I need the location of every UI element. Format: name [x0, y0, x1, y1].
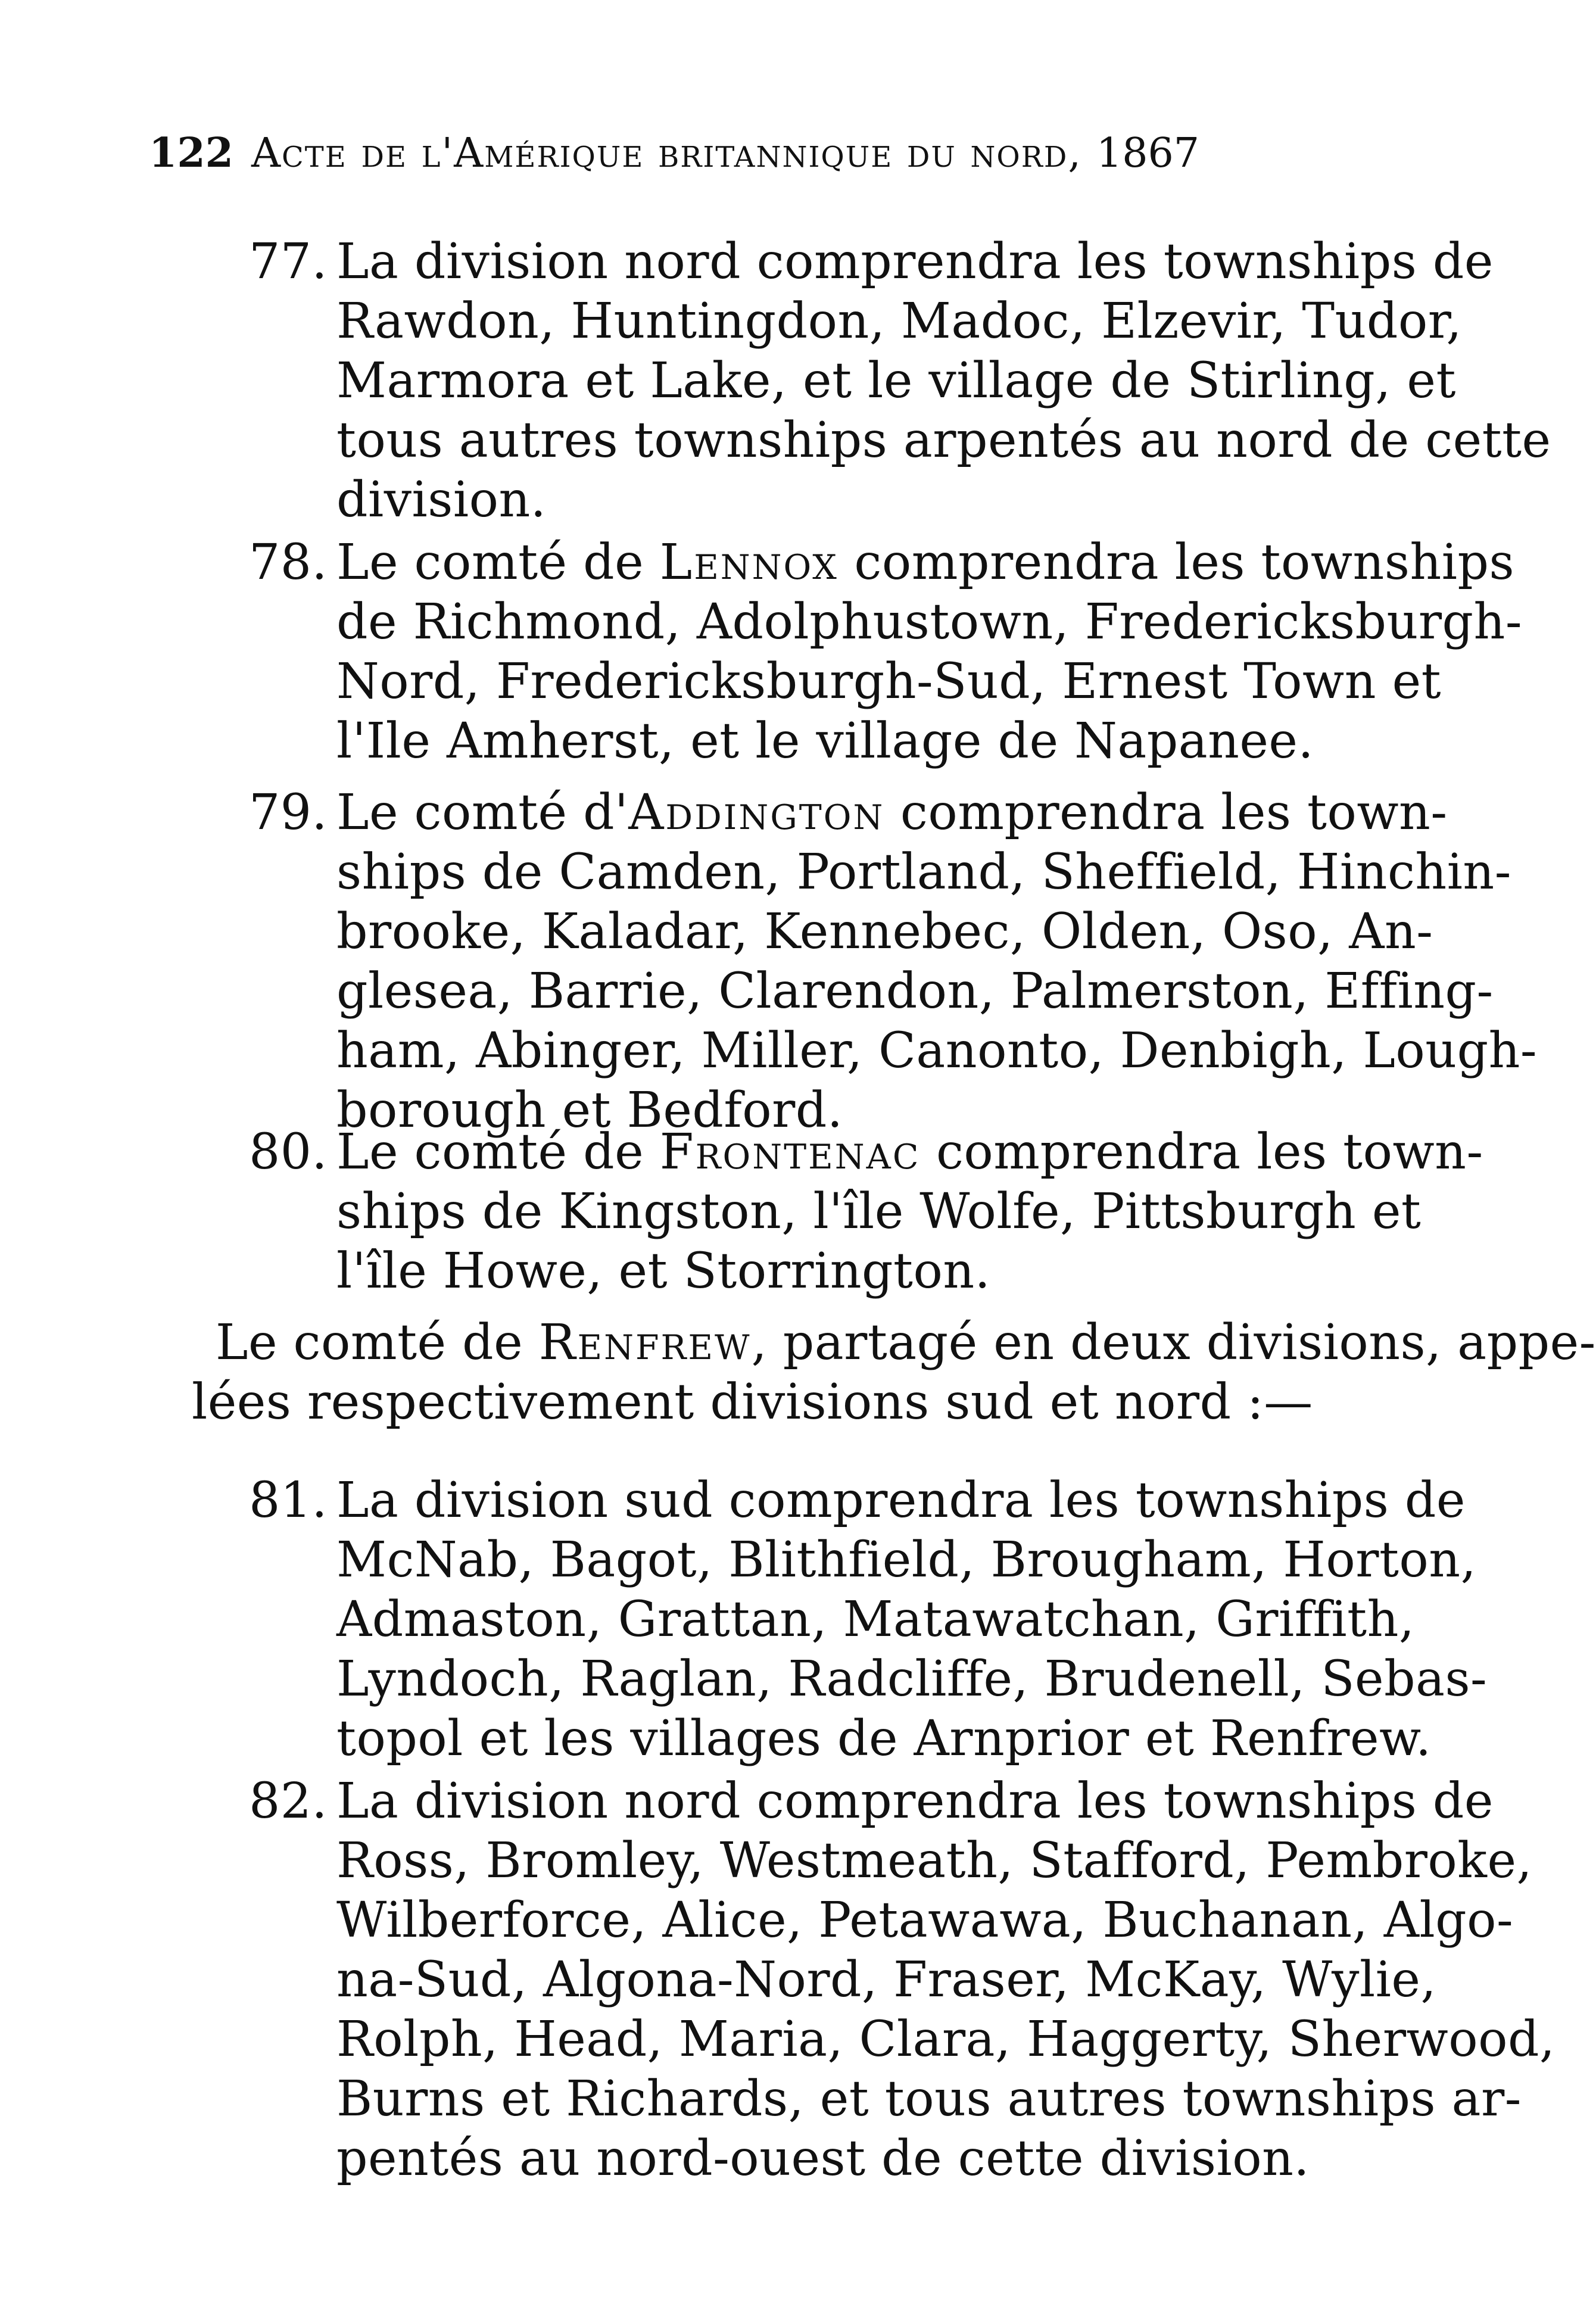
section-line — [336, 533, 1515, 593]
section-line: pentés au nord-ouest de cette division. — [336, 2130, 1310, 2187]
section-line: Ross, Bromley, Westmeath, Stafford, Pembroke, — [336, 1833, 1533, 1889]
county-name: Frontenac — [659, 1124, 921, 1180]
intro-line: lées respectivement divisions sud et nord :— — [192, 1374, 1313, 1431]
line-text: Le comté de — [336, 1124, 660, 1180]
running-head — [149, 126, 1399, 180]
section-line: Lyndoch, Raglan, Radcliffe, Brudenell, Sebas- — [336, 1651, 1488, 1707]
section-line: de Richmond, Adolphustown, Fredericksburgh- — [336, 594, 1523, 650]
section-line: La division nord comprendra les townships de — [336, 233, 1494, 290]
section-line: tous autres townships arpentés au nord de cette — [336, 412, 1551, 469]
section-line: Marmora et Lake, et le village de Stirling, et — [336, 353, 1456, 409]
section-number: 79. — [249, 784, 328, 841]
running-head-year: 1867 — [1096, 130, 1200, 177]
section-number: 81. — [249, 1472, 328, 1529]
section-80 — [232, 1123, 1483, 1301]
page-number: 122 — [149, 129, 233, 177]
section-line: Rolph, Head, Maria, Clara, Haggerty, Sherwood, — [336, 2011, 1556, 2068]
section-line: ships de Kingston, l'île Wolfe, Pittsburgh et — [336, 1183, 1422, 1240]
section-line: topol et les villages de Arnprior et Renfrew. — [336, 1710, 1432, 1767]
section-line: na-Sud, Algona-Nord, Fraser, McKay, Wylie, — [336, 1952, 1437, 2008]
section-79 — [232, 783, 1538, 1140]
section-number: 82. — [249, 1773, 328, 1830]
section-number: 77. — [249, 233, 328, 290]
intro-line — [192, 1313, 1596, 1373]
section-78 — [232, 533, 1523, 771]
line-text: , partagé en deux divisions, appe- — [751, 1314, 1596, 1371]
section-line: division. — [336, 472, 547, 528]
county-name: Lennox — [659, 534, 838, 591]
section-82 — [232, 1772, 1556, 2189]
running-head-title: Acte de l'Amérique britannique du nord, — [251, 130, 1083, 177]
county-name: Addington — [628, 784, 885, 841]
section-line: La division nord comprendra les townships de — [336, 1773, 1494, 1830]
section-line: ships de Camden, Portland, Sheffield, Hinchin- — [336, 844, 1511, 900]
section-line — [336, 783, 1448, 843]
section-77 — [232, 232, 1551, 530]
section-line: McNab, Bagot, Blithfield, Brougham, Horton, — [336, 1532, 1477, 1588]
line-text: comprendra les town- — [884, 784, 1448, 841]
section-line: l'Ile Amherst, et le village de Napanee. — [336, 713, 1314, 769]
section-line: Admaston, Grattan, Matawatchan, Griffith, — [336, 1591, 1415, 1648]
section-line: borough et Bedford. — [336, 1082, 843, 1139]
section-number: 78. — [249, 534, 328, 591]
line-text: Le comté de — [336, 534, 660, 591]
section-81 — [232, 1471, 1488, 1769]
section-line: glesea, Barrie, Clarendon, Palmerston, Effing- — [336, 963, 1494, 1020]
line-text: Le comté d' — [336, 784, 629, 841]
line-text: Le comté de — [216, 1314, 539, 1371]
section-line: l'île Howe, et Storrington. — [336, 1243, 991, 1299]
section-line: Rawdon, Huntingdon, Madoc, Elzevir, Tudor, — [336, 293, 1462, 350]
section-line — [336, 1123, 1483, 1182]
section-line: brooke, Kaladar, Kennebec, Olden, Oso, An- — [336, 903, 1433, 960]
section-line: ham, Abinger, Miller, Canonto, Denbigh, Lough- — [336, 1023, 1538, 1079]
section-line: Nord, Fredericksburgh-Sud, Ernest Town et — [336, 653, 1442, 710]
line-text: comprendra les townships — [838, 534, 1515, 591]
section-line: Wilberforce, Alice, Petawawa, Buchanan, Algo- — [336, 1892, 1514, 1949]
section-number: 80. — [249, 1124, 328, 1180]
line-text: comprendra les town- — [920, 1124, 1483, 1180]
section-line: Burns et Richards, et tous autres townships ar- — [336, 2071, 1522, 2127]
county-name: Renfrew — [538, 1314, 752, 1371]
renfrew-intro — [192, 1313, 1596, 1432]
section-line: La division sud comprendra les townships de — [336, 1472, 1466, 1529]
